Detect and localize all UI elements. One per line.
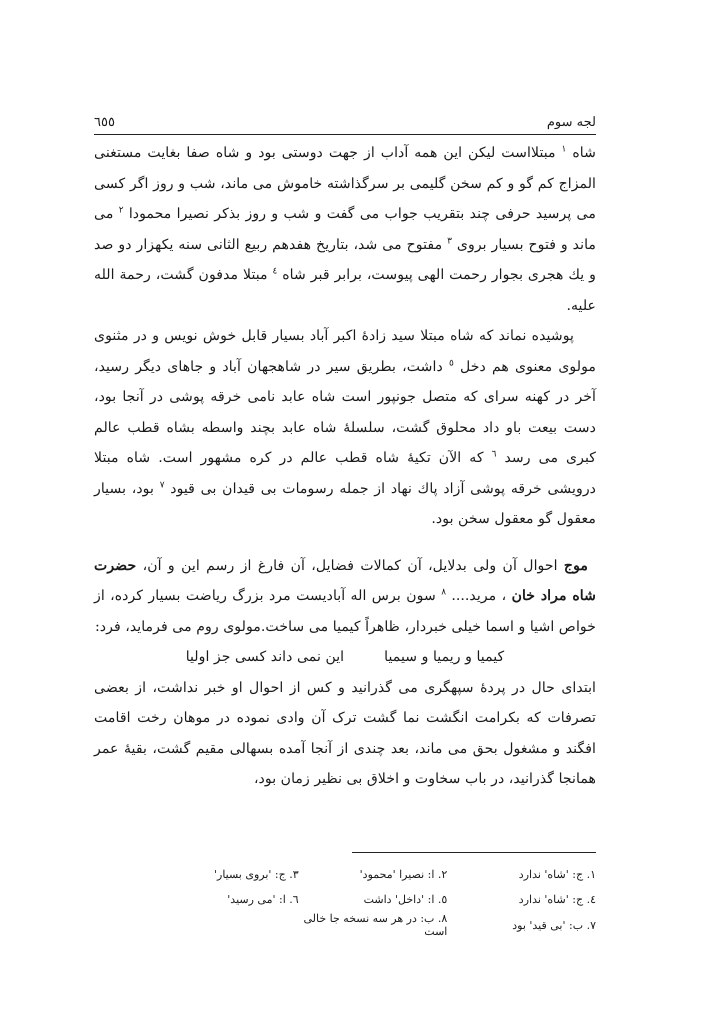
verse-hemistich-1: کیمیا و ریمیا و سیمیا (384, 649, 505, 665)
footnote: ٤. ج: 'شاه' ندارد (518, 893, 596, 906)
running-title: لجه سوم (546, 115, 596, 130)
verse-hemistich-2: این نمی داند کسی جز اولیا (185, 649, 345, 665)
text-span: ، مرید.... (451, 588, 507, 604)
text-span: شاه (572, 145, 596, 161)
footnote: ١. ج: 'شاه' ندارد (518, 868, 596, 881)
text-span: پوشیده نماند که شاه مبتلا سید زادهٔ اکبر آباد بسیار قابل خوش نویس و در مثنوی مولوی معنوی هم دخل (94, 328, 597, 375)
footnote-ref: ٤ (272, 266, 278, 277)
header-rule (94, 134, 596, 135)
page-header (94, 108, 596, 130)
page-number: ٦٥٥ (94, 115, 115, 130)
footnote-ref: ٢ (118, 205, 124, 216)
footnote: ٥. ا: 'داخل' داشت (363, 893, 448, 906)
text-span: بود، بسیار معقول گو معقول سخن بود. (94, 480, 596, 527)
paragraph-3 (94, 551, 596, 643)
footnote-ref: ٦ (491, 449, 497, 460)
footnote-ref: ٨ (441, 587, 447, 598)
footnote-ref: ٥ (448, 357, 454, 368)
text-span: که الآن تکیهٔ شاه قطب عالم در کره مشهور است. شاه مبتلا درویشی خرقه پوشی آزاد پاك نهاد از جمله رسومات بی قیدان بی قیود (94, 450, 596, 497)
text-span: داشت، بطریق سیر در شاهجهان آباد و جاهای دیگر رسید، آخر در کهنه سرای که متصل جونپور است شاه عابد نامی خرقه پوشی در آنجا بود، دست بیعت باو داد محلوق گشت، سلسلهٔ شاه عابد بچند واسطه بشاه قطب عالم کبری می رسد (94, 358, 597, 466)
footnote: ٣. ج: 'بروی بسیار' (213, 868, 299, 881)
text-span: می ماند و فتوح بسیار بروی (94, 206, 597, 253)
footnote: ٧. ب: 'بی قید' بود (512, 918, 596, 932)
text-span: سون برس اله آبادیست مرد بزرگ ریاضت بسیار کرده، از خواص اشیا و اسما خیلی خبردار، ظاهراً کیمیا می ساخت.مولوی روم می فرماید، فرد: (94, 588, 596, 635)
paragraph-1 (94, 138, 596, 321)
text-span: مبتلا مدفون گشت، رحمة الله علیه. (94, 267, 596, 314)
person-name: حضرت شاه مراد خان (94, 557, 596, 604)
paragraph-2 (94, 321, 596, 535)
main-text (94, 138, 596, 795)
footnote: ٢. ا: نصیرا 'محمود' (359, 868, 448, 881)
text-span: مفتوح می شد، بتاریخ هفدهم ربیع الثانی سنه یکهزار دو صد و یك هجری بجوار رحمت الهی پیوست، برابر قبر شاه (94, 236, 596, 283)
section-heading: موج (563, 557, 589, 574)
footnote-row (150, 912, 596, 937)
footnote: ٦. ا: 'می رسید' (227, 893, 299, 906)
footnote-row (150, 887, 596, 912)
footnote-row (150, 862, 596, 887)
footnote-rule (352, 852, 596, 853)
footnote-ref: ٧ (159, 479, 165, 490)
footnote-ref: ٣ (447, 235, 452, 246)
verse (94, 642, 596, 673)
text-span: مبتلااست لیکن این همه آداب از جهت دوستی بود و شاه صفا بغایت مستغنی المزاج کم گو و کم سخن گلیمی بر سرگذاشته خاموش می ماند، شب و روز اگر کسی می پرسید حرفی چند بتقریب جواب می گفت و شب و روز بذکر نصیرا محمودا (94, 145, 596, 222)
footnote-ref: ١ (561, 144, 567, 155)
paragraph-4: ابتدای حال در پردهٔ سپهگری می گذرانید و کس از احوال او خبر نداشت، از بعضی تصرفات که بکرامت انگشت نما گشت ترک آن وادی نموده در موهان رخت اقامت افگند و مشغول بحق می ماند، بعد چندی از آنجا آمده بسهالی مقیم گشت، بقیهٔ عمر همانجا گذرانید، در باب سخاوت و اخلاق بی نظیر زمان بود، (94, 679, 596, 787)
footnote: ٨. ب: در هر سه نسخه جا خالی است (303, 912, 448, 938)
text-span: احوال آن ولی بدلایل، آن کمالات فضایل، آن فارغ از رسم این و آن، (142, 557, 558, 574)
footnotes (150, 862, 596, 937)
